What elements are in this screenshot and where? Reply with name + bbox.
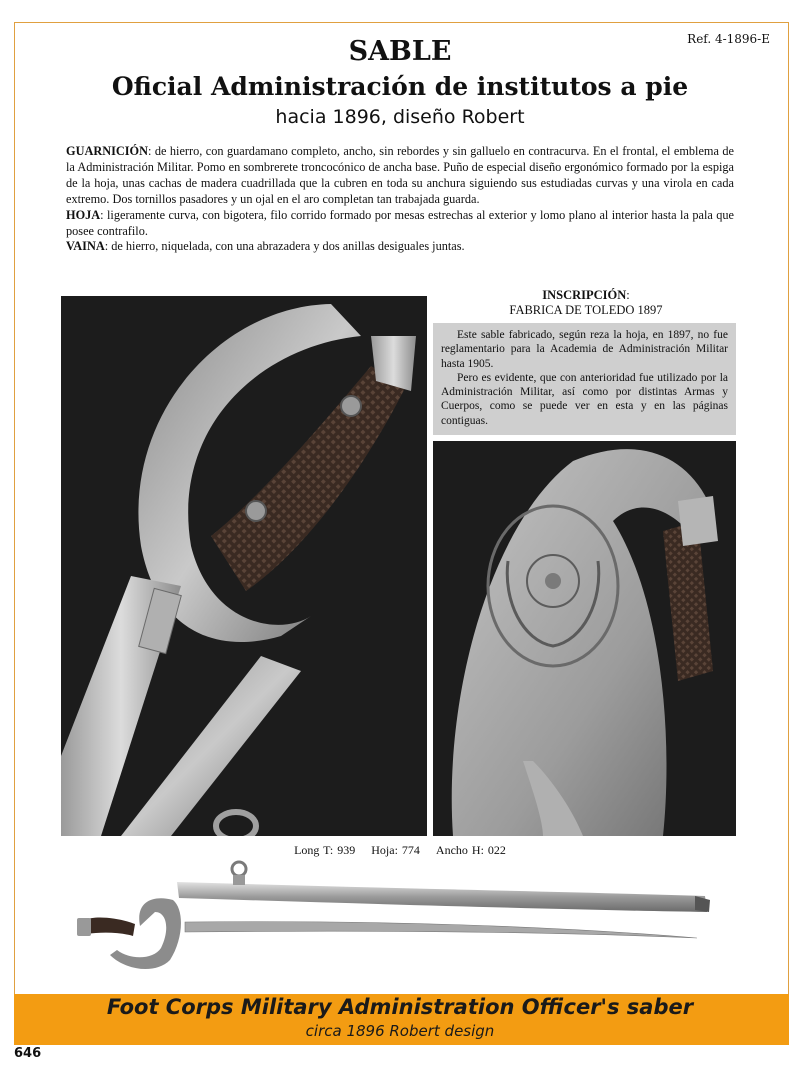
inscription-block — [436, 288, 736, 318]
emblem-photo — [433, 441, 736, 836]
inscription-label: INSCRIPCIÓN — [542, 288, 627, 302]
page-number: 646 — [14, 1046, 42, 1061]
footer-subtitle: circa 1896 Robert design — [305, 1022, 495, 1040]
guarnicion-label: GUARNICIÓN — [66, 144, 148, 158]
vaina-text: : de hierro, niquelada, con una abrazadera y dos anillas desiguales juntas. — [104, 239, 465, 254]
description-block — [66, 144, 734, 255]
blade-width: Ancho H: 022 — [435, 843, 506, 857]
vaina-paragraph — [66, 239, 734, 255]
footer-title: Foot Corps Military Administration Officer's saber — [106, 995, 694, 1019]
note-paragraph-1: Este sable fabricado, según reza la hoja, en 1897, no fue reglamentario para la Academia de Administración Militar hasta 1905. — [441, 329, 728, 370]
date-design: hacia 1896, diseño Robert — [275, 106, 525, 128]
hilt-photo — [61, 296, 427, 836]
page-title: SABLE — [348, 36, 452, 67]
note-paragraph-2: Pero es evidente, que con anterioridad fue utilizado por la Administración Militar, así como por distintas Armas y Cuerpos, como se puede ver en esta y en las páginas contiguas. — [441, 371, 728, 427]
guarnicion-paragraph — [66, 144, 734, 208]
hoja-label: HOJA — [66, 207, 101, 222]
dimensions-line — [0, 843, 800, 858]
hoja-paragraph — [66, 208, 734, 240]
hoja-text: : ligeramente curva, con bigotera, filo corrido formado por mesas estrechas al exterior y lomo plano al interior hasta la pala que posee contrafilo. — [66, 207, 734, 238]
page-subtitle: Oficial Administración de institutos a pie — [111, 72, 689, 101]
hilt-illustration — [61, 296, 427, 836]
blade-length: Hoja: 774 — [371, 843, 420, 857]
reference-code: Ref. 4-1896-E — [687, 32, 770, 46]
guarnicion-text: : de hierro, con guardamano completo, ancho, sin rebordes y sin galluelo en contracurva. En el frontal, el emblema de la Administración Militar. Pomo en sombrerete troncocónico de ancha base. Puño de especial diseño ergonómico formado por la espiga de la hoja, unas cachas de madera cuadrillada que la cubren en toda su anchura siguiendo sus estudiadas curvas y una virola en cada extremo. Dos tornillos pasadores y un ojal en el aro completan tan trabajada guarda. — [66, 144, 734, 206]
inscription-text: FABRICA DE TOLEDO 1897 — [509, 303, 663, 317]
emblem-illustration — [433, 441, 736, 836]
note-box — [433, 323, 736, 435]
full-saber-illustration — [75, 860, 720, 990]
length-total: Long T: 939 — [294, 843, 356, 857]
inscription-colon: : — [626, 288, 630, 302]
full-saber-photo — [75, 860, 720, 990]
vaina-label: VAINA — [66, 239, 105, 254]
